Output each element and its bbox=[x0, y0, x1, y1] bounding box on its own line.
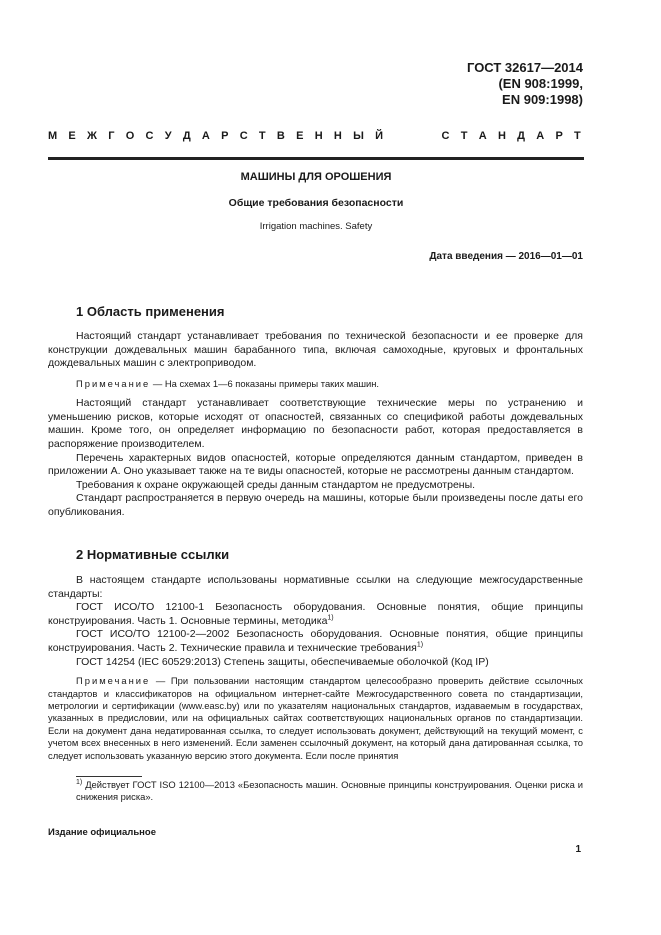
banner-letter: А bbox=[478, 130, 487, 142]
en-reference-1: (EN 908:1999, bbox=[498, 76, 583, 91]
reference-item bbox=[48, 628, 583, 655]
section-1-body bbox=[48, 330, 583, 520]
paragraph: Стандарт распространяется в первую очередь на машины, которые были произведены после даты его опубликования. bbox=[48, 492, 583, 518]
banner-letter: Р bbox=[221, 130, 229, 142]
english-title: Irrigation machines. Safety bbox=[259, 221, 373, 232]
note-label: Примечание bbox=[76, 377, 151, 389]
introduction-date: Дата введения — 2016—01—01 bbox=[429, 251, 583, 262]
banner-letter: Й bbox=[375, 130, 384, 142]
official-edition-label: Издание официальное bbox=[48, 827, 156, 838]
header-rule bbox=[48, 157, 584, 160]
banner-letter: У bbox=[164, 130, 172, 142]
banner-letter: Н bbox=[314, 130, 323, 142]
document-subtitle: Общие требования безопасности bbox=[228, 197, 404, 209]
note-label: Примечание bbox=[76, 675, 151, 687]
page-number: 1 bbox=[575, 844, 581, 855]
standard-designation: ГОСТ 32617—2014 bbox=[467, 60, 583, 75]
reference-item bbox=[48, 601, 583, 628]
footnote-marker: 1) bbox=[76, 778, 83, 786]
footnote-rule bbox=[76, 776, 142, 777]
banner-gap bbox=[394, 130, 430, 142]
banner-letter: В bbox=[276, 130, 285, 142]
banner-letter: Е bbox=[296, 130, 304, 142]
banner-letter: М bbox=[48, 130, 58, 142]
note-text: — При пользовании настоящим стандартом целесообразно проверить действие ссылочных стандартов и классификаторов на официальном интернет-сайте Межгосударственного совета по стандартизации, метрологии и сертификации (www.easc.by) или по указателям национальных стандартов, издаваемым в государствах, указанных в предисловии, или на официальных сайтах соответствующих национальных органов по стандартизации. Если на документ дана недатированная ссылка, то следует использовать документ, действующий на текущий момент, с учетом всех внесенных в него изменений. Если заменен ссылочный документ, на который дана датированная ссылка, то следует использовать указанную версию этого документа. Если после принятия bbox=[48, 675, 583, 761]
banner-letter: Ж bbox=[87, 130, 97, 142]
banner-letter: Н bbox=[333, 130, 342, 142]
footnote-marker: 1) bbox=[327, 614, 334, 622]
paragraph: Перечень характерных видов опасностей, которые определяются данным стандартом, приведен в приложении А. Оно указывает также на те виды опасностей, которые не рассмотрены данным стандартом. bbox=[48, 451, 583, 478]
note bbox=[48, 378, 583, 390]
banner-letter: С bbox=[145, 130, 154, 142]
section-2-body bbox=[48, 574, 583, 762]
banner-letter: Т bbox=[460, 130, 468, 142]
banner-letter: С bbox=[239, 130, 248, 142]
paragraph: В настоящем стандарте использованы нормативные ссылки на следующие межгосударственные стандарты: bbox=[48, 574, 583, 600]
banner-letter: А bbox=[201, 130, 210, 142]
banner-letter: О bbox=[125, 130, 135, 142]
banner-letter: Т bbox=[258, 130, 266, 142]
banner-letter: Д bbox=[517, 130, 525, 142]
banner-letter: Д bbox=[182, 130, 191, 142]
section-2-heading bbox=[76, 547, 229, 562]
document-title: МАШИНЫ ДЛЯ ОРОШЕНИЯ bbox=[240, 171, 392, 183]
section-heading-text: 2 Нормативные ссылки bbox=[76, 547, 230, 562]
footnote-marker: 1) bbox=[416, 641, 424, 649]
banner-letter: Н bbox=[497, 130, 506, 142]
paragraph: Настоящий стандарт устанавливает соответствующие технические меры по устранению и уменьшению рисков, которые исходят от опасностей, связанных со спецификой работы дождевальных машин. Кроме того, он определяет информацию по безопасности работ, которая предоставляется в распоряжение производителем. bbox=[48, 397, 583, 450]
banner-letter: Т bbox=[574, 130, 581, 142]
section-heading-text: 1 Область применения bbox=[76, 304, 225, 319]
banner-letter: Ы bbox=[353, 130, 364, 142]
footnote bbox=[76, 779, 583, 804]
banner-letter: С bbox=[441, 130, 450, 142]
en-reference-2: EN 909:1998) bbox=[502, 92, 583, 107]
banner-letter: Г bbox=[108, 130, 115, 142]
section-1-heading bbox=[76, 304, 225, 319]
reference-item: ГОСТ 14254 (IEC 60529:2013) Степень защиты, обеспечиваемые оболочкой (Код IP) bbox=[76, 655, 489, 668]
banner-letter: Р bbox=[555, 130, 563, 142]
reference-text: ГОСТ ИСО/ТО 12100-1 Безопасность оборудования. Основные понятия, общие принципы конструирования. Часть 1. Основные термины, методика bbox=[48, 601, 583, 627]
footnote-text: Действует ГОСТ ISO 12100—2013 «Безопасность машин. Основные принципы конструирования. Оценки риска и снижения риска». bbox=[76, 779, 583, 803]
banner-letter: Е bbox=[68, 130, 76, 142]
reference-text: ГОСТ ИСО/ТО 12100-2—2002 Безопасность оборудования. Основные понятия, общие принципы конструирования. Часть 2. Технические правила и технические требования bbox=[48, 628, 583, 654]
note-text: — На схемах 1—6 показаны примеры таких машин. bbox=[150, 377, 379, 389]
note bbox=[48, 675, 583, 762]
paragraph: Настоящий стандарт устанавливает требования по технической безопасности и ее проверке для конструкции дождевальных машин барабанного типа, включая самоходные, круговых и фронтальных дождевальных машин с электроприводом. bbox=[48, 330, 583, 370]
interstate-standard-banner bbox=[48, 130, 581, 142]
banner-letter: А bbox=[536, 130, 545, 142]
paragraph: Требования к охране окружающей среды данным стандартом не предусмотрены. bbox=[76, 478, 476, 491]
